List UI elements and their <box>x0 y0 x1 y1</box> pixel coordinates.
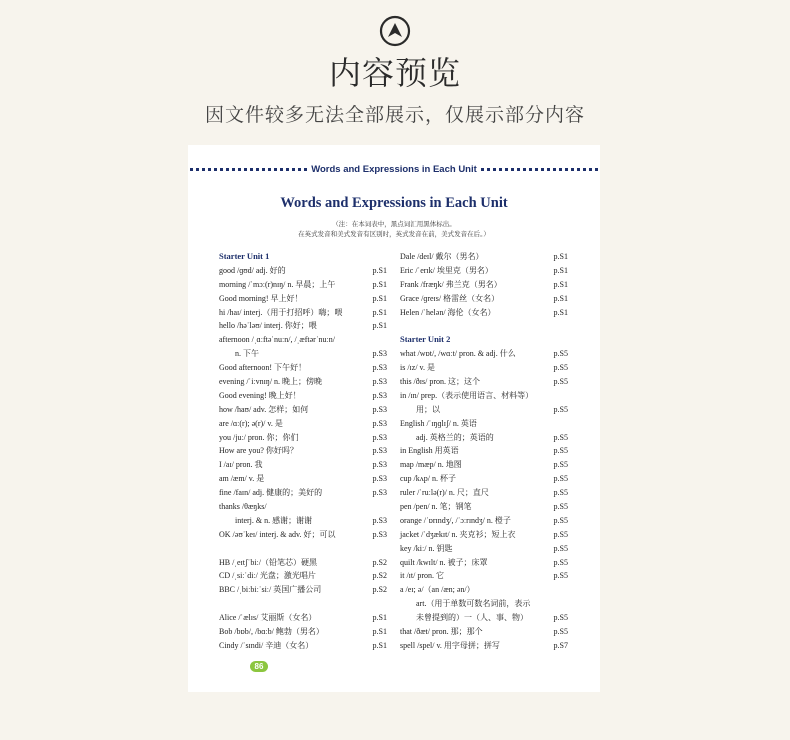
entry-text: Good evening! 晚上好！ <box>219 390 301 400</box>
entry-page-ref: p.S5 <box>553 488 568 498</box>
vocab-entry <box>219 486 387 500</box>
vocab-entry <box>219 611 387 625</box>
vocab-entry <box>219 403 387 417</box>
entry-page-ref: p.S5 <box>553 627 568 637</box>
entry-page-ref: p.S5 <box>553 432 568 442</box>
vocab-entry <box>400 458 568 472</box>
entry-text: jacket /ˈdʒækɪt/ n. 夹克衫；短上衣 <box>400 529 516 539</box>
entry-page-ref: p.S5 <box>553 349 568 359</box>
entry-text: CD /ˌsiːˈdiː/ 光盘；激光唱片 <box>219 571 316 581</box>
entry-page-ref: p.S1 <box>372 321 387 331</box>
vocab-entry <box>219 333 387 347</box>
entry-page-ref: p.S1 <box>553 252 568 261</box>
vocab-entry <box>219 264 387 278</box>
entry-text: thanks /θæŋks/ <box>219 502 267 512</box>
entry-text: is /ɪz/ v. 是 <box>400 363 436 373</box>
entry-text: Dale /deɪl/ 戴尔（男名） <box>400 252 484 261</box>
entry-text: 用；以 <box>416 404 440 414</box>
entry-text: I /aɪ/ pron. 我 <box>219 460 263 470</box>
entry-page-ref: p.S1 <box>553 265 568 275</box>
vocab-entry <box>219 472 387 486</box>
entry-page-ref: p.S3 <box>372 488 387 498</box>
vocab-entry <box>219 500 387 514</box>
entry-page-ref: p.S1 <box>553 307 568 317</box>
entry-page-ref: p.S5 <box>553 557 568 567</box>
banner-dots-left <box>190 168 307 171</box>
vocab-entry <box>400 597 568 611</box>
vocab-entry <box>400 278 568 292</box>
vocab-entry <box>400 556 568 570</box>
entry-page-ref: p.S3 <box>372 446 387 456</box>
entry-text: morning /ˈmɔː(r)nɪŋ/ n. 早晨；上午 <box>219 279 336 289</box>
vocab-entry <box>219 556 387 570</box>
row-spacer <box>219 597 387 611</box>
entry-page-ref: p.S1 <box>553 279 568 289</box>
vocab-entry <box>219 583 387 597</box>
entry-text: Cindy /ˈsɪndi/ 辛迪（女名） <box>219 640 314 650</box>
entry-text: n. 下午 <box>235 349 259 359</box>
vocab-entry <box>219 292 387 306</box>
row-spacer <box>219 542 387 556</box>
vocab-entry <box>400 486 568 500</box>
entry-page-ref: p.S1 <box>372 265 387 275</box>
page-number: 86 <box>250 661 268 672</box>
vocab-entry <box>219 528 387 542</box>
entry-page-ref: p.S5 <box>553 474 568 484</box>
entry-page-ref: p.S1 <box>553 293 568 303</box>
entry-page-ref: p.S1 <box>372 627 387 637</box>
vocab-entry <box>219 444 387 458</box>
entry-text: it /ɪt/ pron. 它 <box>400 571 444 581</box>
entry-text: HB /ˌeɪtʃˈbiː/（铅笔芯）硬黑 <box>219 557 317 567</box>
entry-page-ref: p.S5 <box>553 377 568 387</box>
entry-text: Helen /ˈhelən/ 海伦（女名） <box>400 307 496 317</box>
entry-text: OK /əʊˈkeɪ/ interj. & adv. 好；可以 <box>219 529 336 539</box>
entry-text: Alice /ˈælɪs/ 艾丽斯（女名） <box>219 613 317 623</box>
vocab-entry <box>400 542 568 556</box>
vocab-entry <box>400 347 568 361</box>
vocab-entry <box>400 375 568 389</box>
entry-text: am /æm/ v. 是 <box>219 474 265 484</box>
note-line-2: 在英式发音和美式发音有区别时，英式发音在前，美式发音在后。） <box>298 231 490 238</box>
entry-text: Bob /bɒb/, /bɑːb/ 鲍勃（男名） <box>219 627 324 637</box>
vocab-entry <box>219 514 387 528</box>
vocab-entry <box>400 444 568 458</box>
vocab-entry <box>400 250 568 264</box>
vocab-entry <box>400 625 568 639</box>
section-heading: 内容预览 <box>328 54 461 92</box>
document-page <box>188 145 600 692</box>
entry-page-ref: p.S1 <box>372 307 387 317</box>
entry-text: art.（用于单数可数名词前，表示 <box>416 599 531 609</box>
entry-text: in /ɪn/ prep.（表示使用语言、材料等） <box>400 390 534 400</box>
vocab-entry <box>219 278 387 292</box>
entry-text: Eric /ˈerɪk/ 埃里克（男名） <box>400 265 493 275</box>
entry-page-ref: p.S5 <box>553 363 568 373</box>
vocab-entry <box>400 611 568 625</box>
entry-page-ref: p.S5 <box>553 460 568 470</box>
entry-text: what /wɒt/, /wɑːt/ pron. & adj. 什么 <box>400 349 516 359</box>
vocab-entry <box>219 639 387 653</box>
entry-text: 未曾提到的）一（人、事、物） <box>416 613 528 623</box>
entry-page-ref: p.S1 <box>372 279 387 289</box>
entry-text: are /ɑː(r); ə(r)/ v. 是 <box>219 418 283 428</box>
vocab-entry <box>400 500 568 514</box>
entry-text: orange /ˈɒrɪndʒ/, /ˈɔːrɪndʒ/ n. 橙子 <box>400 515 511 525</box>
vocab-entry <box>400 583 568 597</box>
banner-text: Words and Expressions in Each Unit <box>311 163 477 175</box>
vocab-entry <box>219 389 387 403</box>
vocab-entry <box>400 389 568 403</box>
entry-text: how /haʊ/ adv. 怎样；如何 <box>219 404 309 414</box>
entry-text: afternoon /ˌɑːftəˈnuːn/, /ˌæftərˈnuːn/ <box>219 335 335 345</box>
entry-text: Starter Unit 1 <box>219 251 270 261</box>
entry-text: you /juː/ pron. 你；你们 <box>219 432 299 442</box>
vocab-entry <box>400 292 568 306</box>
entry-page-ref: p.S2 <box>372 557 387 567</box>
entry-page-ref: p.S5 <box>553 543 568 553</box>
entry-text: evening /ˈiːvnɪŋ/ n. 晚上；傍晚 <box>219 377 323 387</box>
entry-text: English /ˈɪŋɡlɪʃ/ n. 英语 <box>400 418 477 428</box>
entry-page-ref: p.S1 <box>372 640 387 650</box>
entry-text: this /ðɪs/ pron. 这；这个 <box>400 377 481 387</box>
entry-page-ref: p.S3 <box>372 363 387 373</box>
entry-text: Good afternoon! 下午好！ <box>219 363 307 373</box>
navigation-arrow-icon <box>379 15 411 47</box>
row-spacer <box>400 319 568 333</box>
vocab-entry <box>400 417 568 431</box>
vocab-entry <box>400 569 568 583</box>
vocab-entry <box>219 417 387 431</box>
entry-page-ref: p.S5 <box>553 404 568 414</box>
entry-page-ref: p.S5 <box>553 529 568 539</box>
entry-text: a /eɪ; ə/（an /æn; ən/） <box>400 585 475 595</box>
entry-text: spell /spel/ v. 用字母拼；拼写 <box>400 640 500 650</box>
entry-page-ref: p.S5 <box>553 446 568 456</box>
section-subheading: 因文件较多无法全部展示，仅展示部分内容 <box>204 104 585 126</box>
vocab-entry <box>219 375 387 389</box>
vocab-entry <box>219 625 387 639</box>
vocab-entry <box>219 458 387 472</box>
entry-text: fine /faɪn/ adj. 健康的；美好的 <box>219 488 323 498</box>
entry-page-ref: p.S5 <box>553 571 568 581</box>
entry-page-ref: p.S2 <box>372 571 387 581</box>
vocab-entry <box>400 639 568 653</box>
left-column <box>219 250 387 653</box>
vocab-entry <box>400 472 568 486</box>
entry-page-ref: p.S3 <box>372 377 387 387</box>
vocab-entry <box>400 528 568 542</box>
entry-page-ref: p.S3 <box>372 349 387 359</box>
vocab-entry <box>219 431 387 445</box>
entry-text: Grace /ɡreɪs/ 格雷丝（女名） <box>400 293 500 303</box>
note-line-1: （注：在本词表中，黑点词汇用黑体标出。 <box>332 221 456 228</box>
vocab-entry <box>400 264 568 278</box>
entry-text: good /ɡʊd/ adj. 好的 <box>219 265 286 275</box>
vocab-entry <box>400 431 568 445</box>
vocab-entry <box>219 306 387 320</box>
entry-page-ref: p.S3 <box>372 529 387 539</box>
entry-text: Good morning! 早上好！ <box>219 293 303 303</box>
entry-text: cup /kʌp/ n. 杯子 <box>400 474 456 484</box>
vocab-entry <box>219 347 387 361</box>
entry-text: Frank /fræŋk/ 弗兰克（男名） <box>400 279 502 289</box>
entry-text: quilt /kwɪlt/ n. 被子；床罩 <box>400 557 488 567</box>
unit-heading <box>400 333 568 347</box>
entry-text: map /mæp/ n. 地图 <box>400 460 462 470</box>
entry-page-ref: p.S3 <box>372 418 387 428</box>
entry-page-ref: p.S3 <box>372 460 387 470</box>
entry-text: pen /pen/ n. 笔；钢笔 <box>400 502 472 512</box>
vocab-entry <box>400 403 568 417</box>
entry-page-ref: p.S3 <box>372 432 387 442</box>
entry-page-ref: p.S7 <box>553 640 568 650</box>
entry-text: BBC /ˌbiːbiːˈsiː/ 英国广播公司 <box>219 585 322 595</box>
vocab-entry <box>219 319 387 333</box>
banner-dots-right <box>481 168 598 171</box>
entry-page-ref: p.S5 <box>553 613 568 623</box>
entry-page-ref: p.S1 <box>372 613 387 623</box>
right-column <box>400 250 568 653</box>
entry-text: How are you? 你好吗？ <box>219 446 298 456</box>
vocab-entry <box>219 361 387 375</box>
page-banner <box>188 162 600 176</box>
entry-text: Starter Unit 2 <box>400 334 451 345</box>
entry-text: adj. 英格兰的；英语的 <box>416 432 494 442</box>
entry-text: ruler /ˈruːlə(r)/ n. 尺；直尺 <box>400 488 489 498</box>
entry-page-ref: p.S3 <box>372 404 387 414</box>
entry-text: key /kiː/ n. 钥匙 <box>400 543 453 553</box>
page-title: Words and Expressions in Each Unit <box>280 195 508 211</box>
entry-page-ref: p.S2 <box>372 585 387 595</box>
vocab-entry <box>219 569 387 583</box>
entry-page-ref: p.S3 <box>372 515 387 525</box>
entry-text: hello /həˈləʊ/ interj. 你好；喂 <box>219 321 317 331</box>
entry-text: in English 用英语 <box>400 446 459 456</box>
entry-page-ref: p.S5 <box>553 515 568 525</box>
vocab-entry <box>400 306 568 320</box>
vocab-entry <box>400 361 568 375</box>
entry-page-ref: p.S3 <box>372 390 387 400</box>
vocab-entry <box>400 514 568 528</box>
entry-page-ref: p.S1 <box>372 293 387 303</box>
entry-text: hi /haɪ/ interj.（用于打招呼）嗨；喂 <box>219 307 343 317</box>
entry-text: that /ðæt/ pron. 那；那个 <box>400 627 483 637</box>
entry-page-ref: p.S3 <box>372 474 387 484</box>
entry-page-ref: p.S5 <box>553 502 568 512</box>
entry-text: interj. & n. 感谢；谢谢 <box>235 515 313 525</box>
unit-heading <box>219 250 387 264</box>
